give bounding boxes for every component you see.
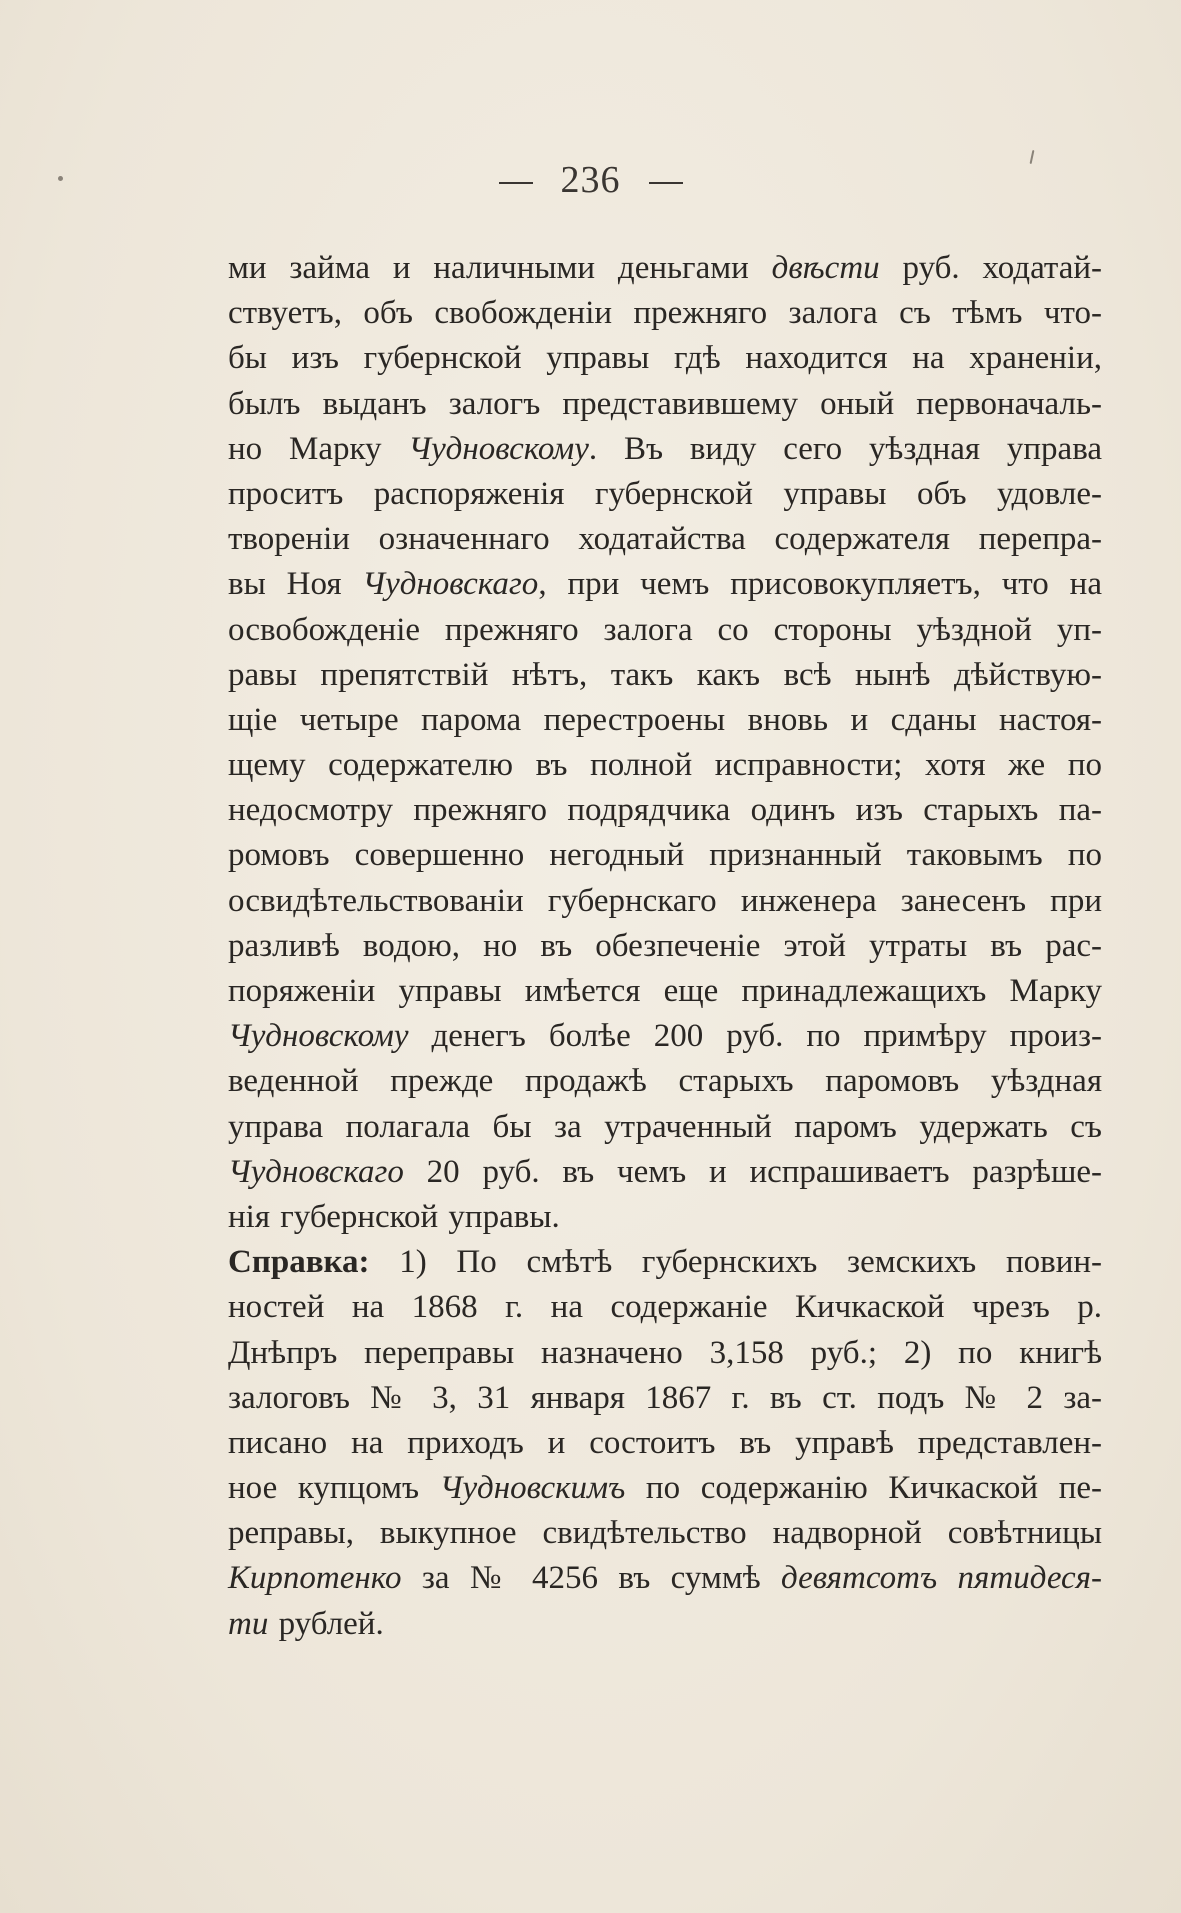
paper-speck — [58, 176, 63, 181]
page-number: 236 — [560, 159, 621, 201]
text-line — [228, 1059, 1102, 1104]
line-text: ми займа и наличными деньгами — [228, 250, 772, 286]
line-text: но Марку — [228, 430, 409, 467]
text-line — [228, 1421, 1102, 1466]
text-line — [228, 653, 1102, 698]
text-line — [228, 743, 1102, 788]
line-text: ствуетъ, объ свобожденіи прежняго залога съ тѣмъ что- — [228, 295, 1102, 332]
italic-name: Чудновскаго — [362, 566, 539, 603]
header-dash-right — [649, 182, 683, 184]
text-line — [228, 562, 1102, 607]
text-line — [228, 291, 1102, 336]
text-line — [228, 427, 1102, 472]
text-line — [228, 1511, 1102, 1556]
text-line — [228, 1150, 1102, 1195]
text-line — [228, 1556, 1102, 1601]
line-text: освобожденіе прежняго залога со стороны уѣздной уп- — [228, 611, 1102, 648]
text-line — [228, 698, 1102, 743]
line-text: разливѣ водою, но въ обезпеченіе этой утраты въ рас- — [228, 927, 1102, 964]
line-text: бы изъ губернской управы гдѣ находится на храненіи, — [228, 340, 1102, 377]
page-header — [0, 158, 1181, 202]
text-line — [228, 879, 1102, 924]
text-line — [228, 336, 1102, 381]
italic-name: ти — [228, 1605, 269, 1642]
line-text: вы Ноя — [228, 566, 363, 603]
line-text: залоговъ № 3, 31 января 1867 г. въ ст. подъ № 2 за- — [228, 1379, 1102, 1416]
line-text: проситъ распоряженія губернской управы объ удовле- — [228, 475, 1102, 512]
line-text: по содержанію Кичкаской пе- — [625, 1470, 1102, 1507]
line-text: за № 4256 въ суммѣ — [401, 1560, 782, 1597]
line-text: щему содержателю въ полной исправности; хотя же по — [228, 747, 1102, 784]
body-text — [228, 246, 1102, 1647]
text-line — [228, 1240, 1102, 1285]
line-text: щіе четыре парома перестроены вновь и сданы настоя- — [228, 701, 1102, 738]
line-text: рублей. — [268, 1605, 384, 1642]
line-text: денегъ болѣе 200 руб. по примѣру произ- — [408, 1018, 1102, 1055]
text-line — [228, 969, 1102, 1014]
italic-name: Чудновскимъ — [439, 1470, 626, 1507]
line-text: ромовъ совершенно негодный признанный таковымъ по — [228, 837, 1102, 874]
text-line — [228, 472, 1102, 517]
text-line — [228, 1331, 1102, 1376]
text-line — [228, 1195, 1102, 1240]
line-text: былъ выданъ залогъ представившему оный первоначаль- — [228, 385, 1102, 422]
text-line — [228, 1285, 1102, 1330]
italic-name: Чудновскому — [408, 430, 589, 467]
line-text: руб. ходатай- — [879, 250, 1103, 286]
italic-name: девятсотъ пятидеся- — [781, 1560, 1103, 1597]
line-text: равы препятствій нѣтъ, такъ какъ всѣ нынѣ дѣйствую- — [228, 656, 1102, 693]
text-line — [228, 1014, 1102, 1059]
header-dash-left — [499, 182, 533, 184]
text-line — [228, 1376, 1102, 1421]
text-line — [228, 924, 1102, 969]
italic-name: двѣсти — [771, 250, 880, 286]
line-text: освидѣтельствованіи губернскаго инженера занесенъ при — [228, 882, 1102, 919]
line-text: поряженіи управы имѣется еще принадлежащихъ Марку — [228, 973, 1102, 1009]
text-line — [228, 1466, 1102, 1511]
text-line — [228, 1602, 1102, 1647]
line-text: писано на приходъ и состоитъ въ управѣ представлен- — [228, 1424, 1102, 1461]
line-text: недосмотру прежняго подрядчика одинъ изъ старыхъ па- — [228, 792, 1102, 829]
text-line — [228, 382, 1102, 427]
line-text: управа полагала бы за утраченный паромъ удержать съ — [228, 1108, 1102, 1145]
line-text: ностей на 1868 г. на содержаніе Кичкаской чрезъ р. — [228, 1289, 1102, 1326]
italic-name: Чудновскому — [228, 1018, 409, 1055]
text-line — [228, 788, 1102, 833]
line-text: ное купцомъ — [228, 1470, 440, 1507]
line-text: нія губернской управы. — [228, 1198, 560, 1235]
italic-name: Чудновскаго — [228, 1153, 404, 1190]
text-line — [228, 246, 1102, 291]
line-text: . Въ виду сего уѣздная управа — [588, 430, 1102, 467]
line-text: 20 руб. въ чемъ и испрашиваетъ разрѣше- — [403, 1153, 1102, 1190]
text-line — [228, 608, 1102, 653]
line-text: твореніи означеннаго ходатайства содержателя перепра- — [228, 521, 1102, 558]
text-line — [228, 833, 1102, 878]
text-line — [228, 517, 1102, 562]
text-line — [228, 1105, 1102, 1150]
italic-name: Кирпотенко — [228, 1560, 402, 1597]
line-text: реправы, выкупное свидѣтельство надворной совѣтницы — [228, 1515, 1102, 1552]
line-text: 1) По смѣтѣ губернскихъ земскихъ повин- — [369, 1244, 1102, 1281]
bold-label: Справка: — [228, 1244, 370, 1281]
line-text: веденной прежде продажѣ старыхъ паромовъ уѣздная — [228, 1063, 1102, 1100]
line-text: , при чемъ присовокупляетъ, что на — [538, 566, 1102, 603]
line-text: Днѣпръ переправы назначено 3,158 руб.; 2) по книгѣ — [228, 1334, 1102, 1371]
